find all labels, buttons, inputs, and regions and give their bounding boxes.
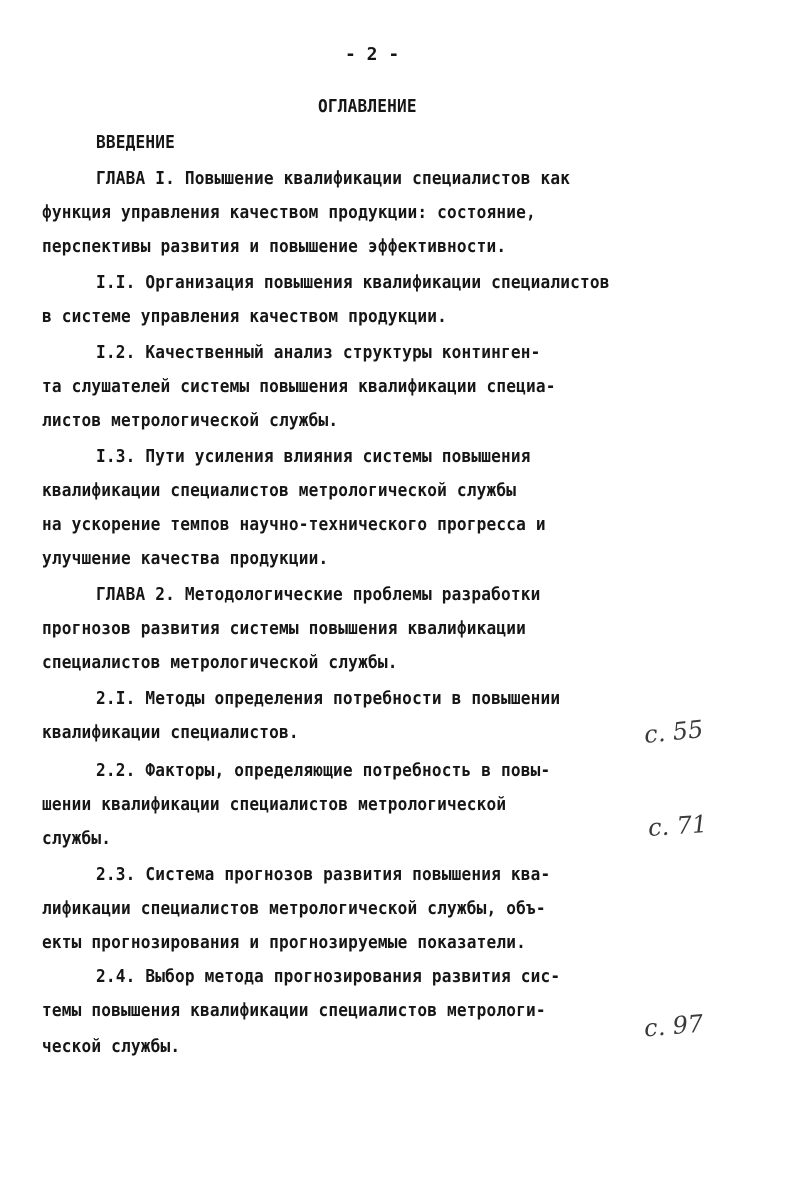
toc-s12-line1: I.2. Качественный анализ структуры континген-	[96, 343, 541, 363]
toc-s12-line2: та слушателей системы повышения квалификации специа-	[42, 377, 556, 397]
toc-s21-line2: квалификации специалистов.	[42, 723, 299, 743]
toc-s11-line1: I.I. Организация повышения квалификации специалистов	[96, 273, 610, 293]
toc-intro: ВВЕДЕНИЕ	[96, 133, 176, 153]
toc-s13-line1: I.3. Пути усиления влияния системы повышения	[96, 447, 531, 467]
toc-s22-line3: службы.	[42, 829, 112, 849]
toc-s23-line3: екты прогнозирования и прогнозируемые показатели.	[42, 933, 526, 953]
toc-ch1-line3: перспективы развития и повышение эффективности.	[42, 237, 507, 257]
toc-ch1-line1: ГЛАВА I. Повышение квалификации специалистов как	[96, 169, 571, 189]
toc-s24-line2: темы повышения квалификации специалистов метрологи-	[42, 1001, 546, 1021]
handwritten-page-ref-71: с. 71	[647, 809, 709, 843]
toc-s24-line3: ческой службы.	[42, 1037, 181, 1057]
page-number: - 2 -	[345, 44, 400, 65]
toc-s23-line1: 2.3. Система прогнозов развития повышения ква-	[96, 865, 551, 885]
toc-s22-line1: 2.2. Факторы, определяющие потребность в повы-	[96, 761, 551, 781]
toc-s12-line3: листов метрологической службы.	[42, 411, 339, 431]
handwritten-page-ref-97: с. 97	[642, 1009, 705, 1043]
toc-s13-line3: на ускорение темпов научно-технического прогресса и	[42, 515, 546, 535]
toc-s24-line1: 2.4. Выбор метода прогнозирования развития сис-	[96, 967, 561, 987]
toc-ch2-line2: прогнозов развития системы повышения квалификации	[42, 619, 526, 639]
toc-s13-line2: квалификации специалистов метрологической службы	[42, 481, 517, 501]
toc-s13-line4: улучшение качества продукции.	[42, 549, 329, 569]
toc-ch1-line2: функция управления качеством продукции: состояние,	[42, 203, 536, 223]
toc-s11-line2: в системе управления качеством продукции.	[42, 307, 447, 327]
toc-ch2-line1: ГЛАВА 2. Методологические проблемы разработки	[96, 585, 541, 605]
toc-s23-line2: лификации специалистов метрологической службы, объ-	[42, 899, 546, 919]
page-title: ОГЛАВЛЕНИЕ	[318, 97, 417, 117]
toc-ch2-line3: специалистов метрологической службы.	[42, 653, 398, 673]
toc-s21-line1: 2.I. Методы определения потребности в повышении	[96, 689, 561, 709]
toc-s22-line2: шении квалификации специалистов метрологической	[42, 795, 507, 815]
handwritten-page-ref-55: с. 55	[642, 714, 705, 750]
